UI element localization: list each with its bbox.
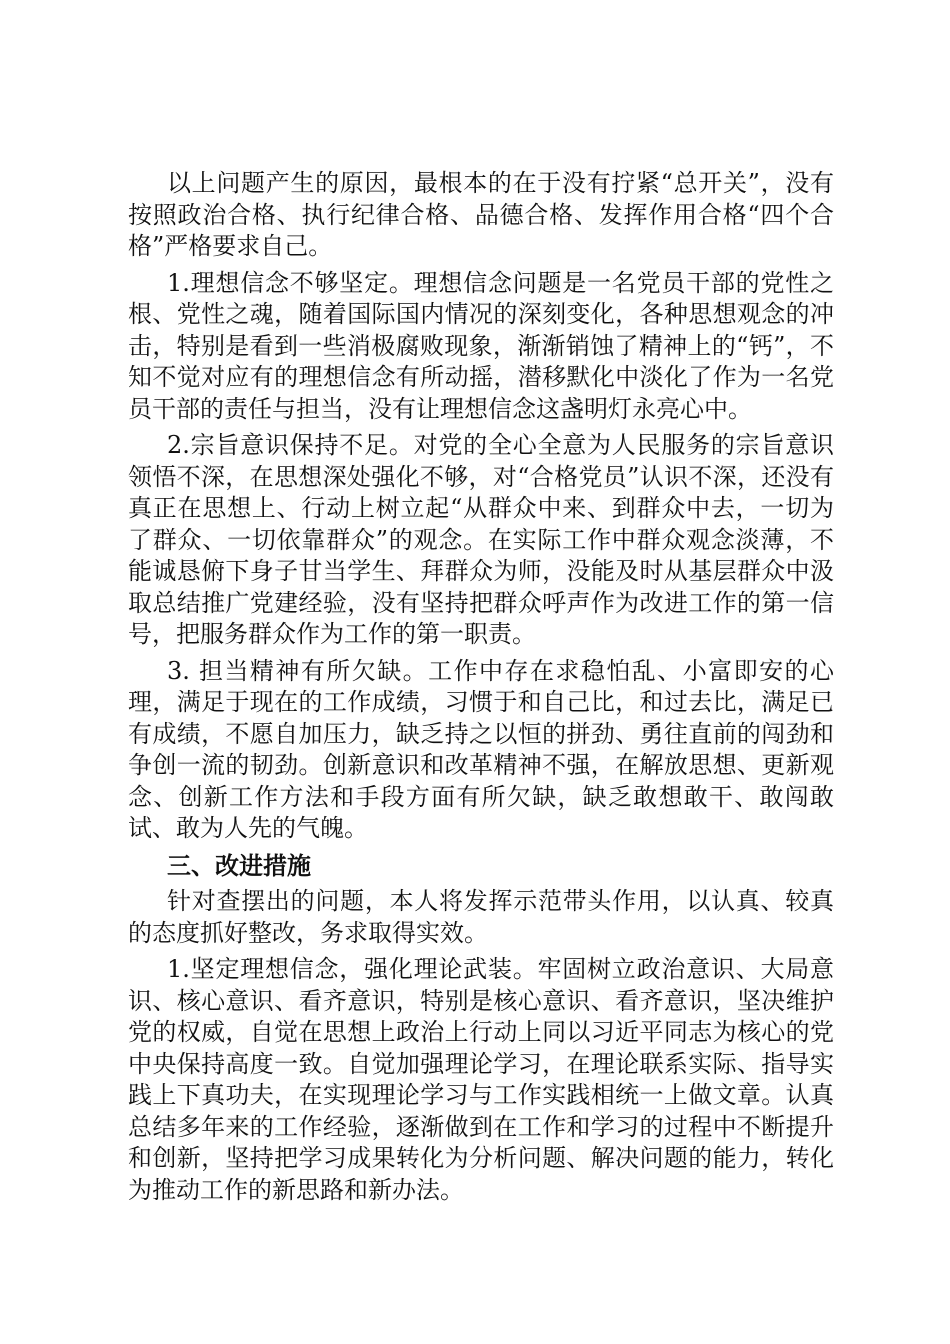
paragraph-purpose-awareness: 2.宗旨意识保持不足。对党的全心全意为人民服务的宗旨意识领悟不深，在思想深处强化不够，对“合格党员”认识不深，还没有真正在思想上、行动上树立起“从群众中来、到群众中去，一切为了群众、一切依靠群众”的观念。在实际工作中群众观念淡薄，不能诚恳俯下身子甘当学生、拜群众为师，没能及时从基层群众中汲取总结推广党建经验，没有坚持把群众呼声作为改进工作的第一信号，把服务群众作为工作的第一职责。 [128,431,834,648]
paragraph-responsibility-spirit: 3. 担当精神有所欠缺。工作中存在求稳怕乱、小富即安的心理，满足于现在的工作成绩，习惯于和自己比，和过去比，满足已有成绩，不愿自加压力，缺乏持之以恒的拼劲、勇往直前的闯劲和争创一流的韧劲。创新意识和改革精神不强，在解放思想、更新观念、创新工作方法和手段方面有所欠缺，缺乏敢想敢干、敢闯敢试、敢为人先的气魄。 [128,656,834,842]
document-body [128,168,834,1211]
paragraph-measure-1: 1.坚定理想信念，强化理论武装。牢固树立政治意识、大局意识、核心意识、看齐意识，特别是核心意识、看齐意识，坚决维护党的权威，自觉在思想上政治上行动上同以习近平同志为核心的党中央保持高度一致。自觉加强理论学习，在理论联系实际、指导实践上下真功夫，在实现理论学习与工作实践相统一上做文章。认真总结多年来的工作经验，逐渐做到在工作和学习的过程中不断提升和创新，坚持把学习成果转化为分析问题、解决问题的能力，转化为推动工作的新思路和新办法。 [128,955,834,1204]
paragraph-ideals-beliefs: 1.理想信念不够坚定。理想信念问题是一名党员干部的党性之根、党性之魂，随着国际国内情况的深刻变化，各种思想观念的冲击，特别是看到一些消极腐败现象，渐渐销蚀了精神上的“钙”，不知不觉对应有的理想信念有所动摇，潜移默化中淡化了作为一名党员干部的责任与担当，没有让理想信念这盏明灯永亮心中。 [128,268,834,423]
paragraph-measures-intro: 针对查摆出的问题，本人将发挥示范带头作用，以认真、较真的态度抓好整改，务求取得实效。 [128,887,834,947]
section-heading-improvement-measures: 三、改进措施 [167,850,311,880]
paragraph-causes-intro: 以上问题产生的原因，最根本的在于没有拧紧“总开关”，没有按照政治合格、执行纪律合格、品德合格、发挥作用合格“四个合格”严格要求自己。 [128,169,834,260]
